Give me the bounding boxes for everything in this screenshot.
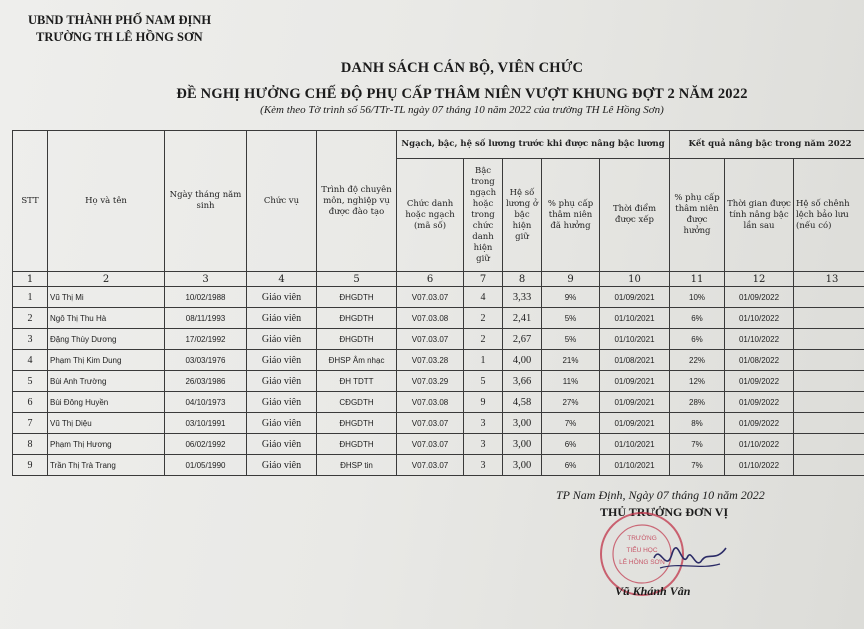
cell-next: 01/09/2022 xyxy=(725,392,794,413)
cell-grade: 3 xyxy=(464,413,503,434)
table-row xyxy=(13,308,864,329)
cell-edu: ĐHSP tin xyxy=(317,455,397,476)
cell-name: Phạm Thị Kim Dung xyxy=(48,350,165,371)
table-row xyxy=(13,392,864,413)
cell-stt: 1 xyxy=(13,287,48,308)
cell-role: Giáo viên xyxy=(247,371,317,392)
cell-difference xyxy=(794,287,864,308)
cell-edu: ĐHGDTH xyxy=(317,287,397,308)
cell-name: Ngô Thị Thu Hà xyxy=(48,308,165,329)
cell-difference xyxy=(794,308,864,329)
cell-edu: ĐHSP Âm nhạc xyxy=(317,350,397,371)
cell-edu: ĐHGDTH xyxy=(317,308,397,329)
svg-text:TIỂU HỌC: TIỂU HỌC xyxy=(626,547,658,554)
cell-rank: V07.03.07 xyxy=(397,329,464,350)
cell-stt: 3 xyxy=(13,329,48,350)
cell-grade: 1 xyxy=(464,350,503,371)
cell-grade: 3 xyxy=(464,434,503,455)
cell-rank: V07.03.07 xyxy=(397,434,464,455)
cell-coef: 3,00 xyxy=(503,413,542,434)
cell-stt: 6 xyxy=(13,392,48,413)
col-num: 4 xyxy=(247,272,317,287)
cell-name: Trần Thị Trà Trang xyxy=(48,455,165,476)
cell-pct: 6% xyxy=(542,455,600,476)
header-group-before: Ngạch, bậc, hệ số lương trước khi được nâng bậc lương xyxy=(397,131,670,159)
cell-next: 01/10/2022 xyxy=(725,434,794,455)
signature-role: THỦ TRƯỞNG ĐƠN VỊ xyxy=(600,505,729,519)
col-num: 12 xyxy=(725,272,794,287)
cell-role: Giáo viên xyxy=(247,329,317,350)
table-row xyxy=(13,287,864,308)
cell-pct: 27% xyxy=(542,392,600,413)
table-row xyxy=(13,455,864,476)
cell-dob: 03/03/1976 xyxy=(165,350,247,371)
cell-difference xyxy=(794,413,864,434)
header-next-time: Thời gian được tính nâng bậc lần sau xyxy=(725,159,794,272)
svg-text:LÊ HỒNG SƠN: LÊ HỒNG SƠN xyxy=(619,559,665,566)
cell-rank: V07.03.08 xyxy=(397,392,464,413)
cell-difference xyxy=(794,455,864,476)
cell-coef: 4,58 xyxy=(503,392,542,413)
table-row xyxy=(13,434,864,455)
cell-rank: V07.03.07 xyxy=(397,287,464,308)
cell-pct: 11% xyxy=(542,371,600,392)
cell-time: 01/08/2021 xyxy=(600,350,670,371)
doc-title: DANH SÁCH CÁN BỘ, VIÊN CHỨC xyxy=(340,60,584,76)
cell-coef: 2,41 xyxy=(503,308,542,329)
cell-newpct: 28% xyxy=(670,392,725,413)
col-num: 5 xyxy=(317,272,397,287)
cell-newpct: 7% xyxy=(670,455,725,476)
cell-difference xyxy=(794,434,864,455)
cell-dob: 08/11/1993 xyxy=(165,308,247,329)
cell-next: 01/10/2022 xyxy=(725,329,794,350)
cell-difference xyxy=(794,329,864,350)
table-row xyxy=(13,350,864,371)
cell-time: 01/09/2021 xyxy=(600,371,670,392)
cell-rank: V07.03.08 xyxy=(397,308,464,329)
cell-edu: CĐGDTH xyxy=(317,392,397,413)
issuer-line-1: UBND THÀNH PHỐ NAM ĐỊNH xyxy=(28,13,212,27)
cell-rank: V07.03.29 xyxy=(397,371,464,392)
cell-next: 01/09/2022 xyxy=(725,287,794,308)
cell-time: 01/10/2021 xyxy=(600,308,670,329)
cell-next: 01/10/2022 xyxy=(725,308,794,329)
issuer-line-2: TRƯỜNG TH LÊ HỒNG SƠN xyxy=(36,30,203,44)
cell-stt: 4 xyxy=(13,350,48,371)
cell-rank: V07.03.28 xyxy=(397,350,464,371)
cell-newpct: 10% xyxy=(670,287,725,308)
header-seniority-pct: % phụ cấp thâm niên đã hưởng xyxy=(542,159,600,272)
header-name: Họ và tên xyxy=(48,131,165,272)
staff-table xyxy=(12,130,864,476)
header-rank: Chức danh hoặc ngạch (mã số) xyxy=(397,159,464,272)
cell-name: Phạm Thị Hương xyxy=(48,434,165,455)
cell-role: Giáo viên xyxy=(247,455,317,476)
header-education: Trình độ chuyên môn, nghiệp vụ được đào tạo xyxy=(317,131,397,272)
cell-dob: 03/10/1991 xyxy=(165,413,247,434)
cell-edu: ĐHGDTH xyxy=(317,329,397,350)
cell-role: Giáo viên xyxy=(247,308,317,329)
cell-stt: 2 xyxy=(13,308,48,329)
cell-grade: 4 xyxy=(464,287,503,308)
header-time: Thời điểm được xếp xyxy=(600,159,670,272)
cell-newpct: 12% xyxy=(670,371,725,392)
header-grade: Bậc trong ngạch hoặc trong chức danh hiện giữ xyxy=(464,159,503,272)
cell-stt: 9 xyxy=(13,455,48,476)
doc-reference: (Kèm theo Tờ trình số 56/TTr-TL ngày 07 tháng 10 năm 2022 của trường TH Lê Hồng Sơn) xyxy=(260,104,664,116)
cell-time: 01/10/2021 xyxy=(600,329,670,350)
header-coefficient: Hệ số lương ở bậc hiện giữ xyxy=(503,159,542,272)
cell-coef: 4,00 xyxy=(503,350,542,371)
cell-dob: 01/05/1990 xyxy=(165,455,247,476)
col-num: 11 xyxy=(670,272,725,287)
header-dob: Ngày tháng năm sinh xyxy=(165,131,247,272)
header-stt: STT xyxy=(13,131,48,272)
cell-name: Đặng Thùy Dương xyxy=(48,329,165,350)
cell-role: Giáo viên xyxy=(247,350,317,371)
cell-name: Bùi Anh Trường xyxy=(48,371,165,392)
cell-dob: 06/02/1992 xyxy=(165,434,247,455)
cell-grade: 3 xyxy=(464,455,503,476)
table-row xyxy=(13,413,864,434)
cell-stt: 5 xyxy=(13,371,48,392)
cell-time: 01/10/2021 xyxy=(600,434,670,455)
cell-edu: ĐHGDTH xyxy=(317,413,397,434)
cell-next: 01/09/2022 xyxy=(725,413,794,434)
col-num: 13 xyxy=(794,272,864,287)
cell-newpct: 22% xyxy=(670,350,725,371)
cell-newpct: 8% xyxy=(670,413,725,434)
cell-next: 01/10/2022 xyxy=(725,455,794,476)
header-new-pct: % phụ cấp thâm niên được hưởng xyxy=(670,159,725,272)
cell-next: 01/08/2022 xyxy=(725,350,794,371)
cell-pct: 7% xyxy=(542,413,600,434)
col-num: 2 xyxy=(48,272,165,287)
cell-difference xyxy=(794,350,864,371)
cell-role: Giáo viên xyxy=(247,413,317,434)
signature-date: TP Nam Định, Ngày 07 tháng 10 năm 2022 xyxy=(556,488,765,502)
cell-rank: V07.03.07 xyxy=(397,455,464,476)
cell-coef: 3,33 xyxy=(503,287,542,308)
col-num: 1 xyxy=(13,272,48,287)
cell-stt: 7 xyxy=(13,413,48,434)
cell-coef: 3,00 xyxy=(503,455,542,476)
cell-newpct: 6% xyxy=(670,308,725,329)
cell-coef: 3,66 xyxy=(503,371,542,392)
cell-pct: 5% xyxy=(542,308,600,329)
cell-pct: 21% xyxy=(542,350,600,371)
table-row xyxy=(13,329,864,350)
cell-role: Giáo viên xyxy=(247,434,317,455)
table-row xyxy=(13,371,864,392)
doc-subtitle: ĐỀ NGHỊ HƯỞNG CHẾ ĐỘ PHỤ CẤP THÂM NIÊN VƯỢT KHUNG ĐỢT 2 NĂM 2022 xyxy=(176,86,748,102)
cell-grade: 5 xyxy=(464,371,503,392)
col-num: 8 xyxy=(503,272,542,287)
col-num: 9 xyxy=(542,272,600,287)
col-num: 7 xyxy=(464,272,503,287)
cell-pct: 6% xyxy=(542,434,600,455)
cell-role: Giáo viên xyxy=(247,392,317,413)
cell-grade: 9 xyxy=(464,392,503,413)
cell-difference xyxy=(794,371,864,392)
cell-grade: 2 xyxy=(464,329,503,350)
cell-pct: 9% xyxy=(542,287,600,308)
cell-time: 01/10/2021 xyxy=(600,455,670,476)
cell-edu: ĐH TDTT xyxy=(317,371,397,392)
cell-coef: 2,67 xyxy=(503,329,542,350)
cell-rank: V07.03.07 xyxy=(397,413,464,434)
cell-coef: 3,00 xyxy=(503,434,542,455)
issuer-header xyxy=(28,12,211,46)
cell-next: 01/09/2022 xyxy=(725,371,794,392)
cell-dob: 17/02/1992 xyxy=(165,329,247,350)
cell-edu: ĐHGDTH xyxy=(317,434,397,455)
handwritten-signature xyxy=(650,540,730,580)
cell-time: 01/09/2021 xyxy=(600,413,670,434)
signer-name: Vũ Khánh Vân xyxy=(615,584,691,598)
cell-dob: 26/03/1986 xyxy=(165,371,247,392)
cell-dob: 04/10/1973 xyxy=(165,392,247,413)
cell-role: Giáo viên xyxy=(247,287,317,308)
header-role: Chức vụ xyxy=(247,131,317,272)
cell-time: 01/09/2021 xyxy=(600,392,670,413)
cell-newpct: 6% xyxy=(670,329,725,350)
col-num: 3 xyxy=(165,272,247,287)
cell-newpct: 7% xyxy=(670,434,725,455)
cell-pct: 5% xyxy=(542,329,600,350)
header-group-result: Kết quả nâng bậc trong năm 2022 xyxy=(670,131,864,159)
cell-name: Vũ Thị Mi xyxy=(48,287,165,308)
svg-text:TRƯỜNG: TRƯỜNG xyxy=(627,535,657,542)
cell-difference xyxy=(794,392,864,413)
header-difference: Hệ số chênh lệch bảo lưu (nếu có) xyxy=(794,159,864,272)
cell-dob: 10/02/1988 xyxy=(165,287,247,308)
cell-time: 01/09/2021 xyxy=(600,287,670,308)
cell-name: Bùi Đông Huyền xyxy=(48,392,165,413)
cell-stt: 8 xyxy=(13,434,48,455)
cell-grade: 2 xyxy=(464,308,503,329)
col-num: 6 xyxy=(397,272,464,287)
col-num: 10 xyxy=(600,272,670,287)
cell-name: Vũ Thị Diệu xyxy=(48,413,165,434)
column-number-row xyxy=(13,272,864,287)
